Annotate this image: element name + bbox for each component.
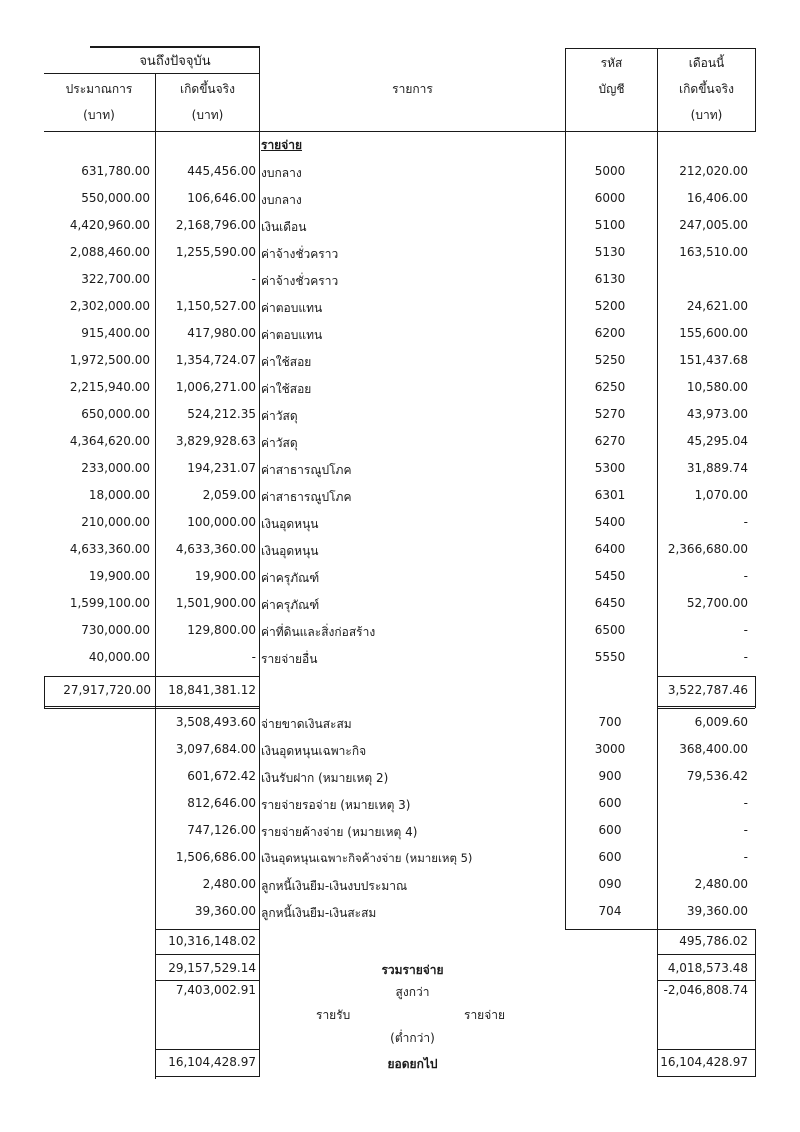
cell-item: ลูกหนี้เงินยืม-เงินสะสม — [261, 906, 377, 920]
cell-actual: 39,360.00 — [194, 904, 256, 918]
header-code-2: บัญชี — [598, 82, 625, 96]
cell-item: รายจ่ายอื่น — [261, 652, 318, 666]
header-baht-act: (บาท) — [191, 108, 224, 122]
cell-item: รายจ่ายค้างจ่าย (หมายเหตุ 4) — [261, 825, 418, 839]
cell-estimate: 2,088,460.00 — [69, 245, 150, 259]
cell-month: 39,360.00 — [686, 904, 748, 918]
month-carry-bottom-rule — [657, 1076, 755, 1077]
cell-month: 79,536.42 — [686, 769, 748, 783]
cell-code: 900 — [598, 769, 622, 783]
subtotal1-right-rule — [755, 676, 756, 708]
table-row — [0, 239, 800, 266]
cell-month: 52,700.00 — [686, 596, 748, 610]
total-label: รวมรายจ่าย — [381, 963, 444, 977]
cell-item: ค่าที่ดินและสิ่งก่อสร้าง — [261, 625, 376, 639]
cell-estimate: 4,420,960.00 — [69, 218, 150, 232]
cell-estimate: 4,364,620.00 — [69, 434, 150, 448]
cell-code: 5450 — [594, 569, 626, 583]
table-row — [0, 212, 800, 239]
cell-month: - — [743, 796, 748, 810]
table-row — [0, 455, 800, 482]
cell-month: 155,600.00 — [679, 326, 748, 340]
cell-estimate: 2,302,000.00 — [69, 299, 150, 313]
cell-code: 6500 — [594, 623, 626, 637]
cell-code: 6301 — [594, 488, 626, 502]
cell-actual: - — [251, 650, 256, 664]
month-balance-top-rule — [657, 980, 755, 981]
cell-code: 600 — [598, 850, 622, 864]
table-row — [0, 347, 800, 374]
subtotal-month: 3,522,787.46 — [667, 683, 748, 697]
cell-month: 2,366,680.00 — [667, 542, 748, 556]
cell-code: 5250 — [594, 353, 626, 367]
cell-estimate: 631,780.00 — [81, 164, 150, 178]
balance-month: -2,046,808.74 — [663, 983, 748, 997]
header-bottom-rule — [44, 131, 756, 132]
cell-code: 6450 — [594, 596, 626, 610]
subtotal1-double-rule-month — [657, 706, 755, 709]
cell-actual: 4,633,360.00 — [175, 542, 256, 556]
cell-month: 1,070.00 — [694, 488, 748, 502]
header-estimate: ประมาณการ — [65, 82, 133, 96]
cell-actual: 445,456.00 — [187, 164, 256, 178]
cell-month: - — [743, 823, 748, 837]
cell-actual: 1,006,271.00 — [175, 380, 256, 394]
cell-estimate: 19,900.00 — [88, 569, 150, 583]
table-row — [0, 401, 800, 428]
cell-actual: 1,506,686.00 — [175, 850, 256, 864]
cell-actual: - — [251, 272, 256, 286]
header-top-rule-right — [565, 48, 755, 49]
cell-code: 5550 — [594, 650, 626, 664]
cell-month: 10,580.00 — [686, 380, 748, 394]
table-row — [0, 844, 800, 871]
cell-month: 31,889.74 — [686, 461, 748, 475]
cell-code: 6400 — [594, 542, 626, 556]
table-row — [0, 817, 800, 844]
cell-code: 6270 — [594, 434, 626, 448]
cell-actual: 3,097,684.00 — [175, 742, 256, 756]
cell-month: - — [743, 623, 748, 637]
cell-estimate: 550,000.00 — [81, 191, 150, 205]
cell-estimate: 1,972,500.00 — [69, 353, 150, 367]
cell-month: 2,480.00 — [694, 877, 748, 891]
cell-actual: 100,000.00 — [187, 515, 256, 529]
carry-label: ยอดยกไป — [387, 1057, 438, 1071]
cell-code: 5400 — [594, 515, 626, 529]
v-rule-month-lower — [657, 929, 658, 1077]
table-row — [0, 509, 800, 536]
cell-item: ค่าตอบแทน — [261, 301, 323, 315]
cell-actual: 747,126.00 — [187, 823, 256, 837]
cell-item: งบกลาง — [261, 166, 302, 180]
table-row — [0, 293, 800, 320]
month-total-top-rule — [657, 954, 755, 955]
header-month-2: เกิดขึ้นจริง — [679, 82, 734, 96]
balance-top-rule — [155, 980, 259, 981]
table-row — [0, 428, 800, 455]
cell-item: เงินเดือน — [261, 220, 307, 234]
cell-code: 5300 — [594, 461, 626, 475]
cell-item: งบกลาง — [261, 193, 302, 207]
carry-top-rule — [155, 1049, 259, 1050]
cell-item: ค่าวัสดุ — [261, 436, 298, 450]
cell-item: เงินอุดหนุน — [261, 544, 319, 558]
table-row — [0, 644, 800, 671]
cell-estimate: 650,000.00 — [81, 407, 150, 421]
carry-bottom-rule — [155, 1076, 259, 1077]
cell-item: รายจ่ายรอจ่าย (หมายเหตุ 3) — [261, 798, 411, 812]
section-title: รายจ่าย — [261, 138, 303, 152]
header-mid-rule — [44, 73, 260, 74]
cell-actual: 194,231.07 — [187, 461, 256, 475]
table-row — [0, 185, 800, 212]
v-rule-actual-lower — [155, 709, 156, 1079]
cell-estimate: 18,000.00 — [88, 488, 150, 502]
subtotal1-double-rule — [44, 706, 259, 709]
cell-code: 700 — [598, 715, 622, 729]
cell-item: เงินอุดหนุนเฉพาะกิจค้างจ่าย (หมายเหตุ 5) — [261, 851, 473, 865]
month-sub2-top-rule — [657, 929, 755, 930]
cell-estimate: 1,599,100.00 — [69, 596, 150, 610]
balance-income: รายรับ — [316, 1008, 351, 1022]
table-row — [0, 482, 800, 509]
cell-month: - — [743, 650, 748, 664]
cell-month: 6,009.60 — [694, 715, 748, 729]
cell-month: 212,020.00 — [679, 164, 748, 178]
balance-lower — [0, 1023, 800, 1050]
cell-code: 5100 — [594, 218, 626, 232]
cell-code: 5200 — [594, 299, 626, 313]
cell-item: จ่ายขาดเงินสะสม — [261, 717, 352, 731]
cell-code: 5000 — [594, 164, 626, 178]
cell-actual: 601,672.42 — [187, 769, 256, 783]
cell-estimate: 40,000.00 — [88, 650, 150, 664]
total-actual: 29,157,529.14 — [168, 961, 256, 975]
cell-code: 600 — [598, 796, 622, 810]
total-top-rule — [155, 954, 259, 955]
cell-actual: 106,646.00 — [187, 191, 256, 205]
table-row — [0, 763, 800, 790]
cell-actual: 1,150,527.00 — [175, 299, 256, 313]
cell-month: 247,005.00 — [679, 218, 748, 232]
table-row — [0, 563, 800, 590]
cell-actual: 3,508,493.60 — [175, 715, 256, 729]
cell-actual: 1,501,900.00 — [175, 596, 256, 610]
table-row — [0, 736, 800, 763]
cell-item: ค่าตอบแทน — [261, 328, 323, 342]
subtotal-row — [0, 928, 800, 955]
header-month-3: (บาท) — [690, 108, 723, 122]
cell-item: เงินอุดหนุน — [261, 517, 319, 531]
cell-item: ค่าครุภัณฑ์ — [261, 598, 320, 612]
cell-actual: 1,255,590.00 — [175, 245, 256, 259]
subtotal1-top-rule — [44, 676, 259, 677]
subtotal-estimate: 27,917,720.00 — [63, 683, 151, 697]
cell-month: - — [743, 515, 748, 529]
cell-estimate: 2,215,940.00 — [69, 380, 150, 394]
v-rule-actual-lower-right — [259, 980, 260, 1077]
table-row — [0, 590, 800, 617]
cell-code: 600 — [598, 823, 622, 837]
subtotal-actual: 18,841,381.12 — [168, 683, 256, 697]
cell-item: ค่าใช้สอย — [261, 355, 312, 369]
table-row — [0, 709, 800, 736]
cell-code: 090 — [598, 877, 622, 891]
cell-item: ค่าครุภัณฑ์ — [261, 571, 320, 585]
cell-item: ค่าสาธารณูปโภค — [261, 463, 352, 477]
cell-estimate: 322,700.00 — [81, 272, 150, 286]
cell-month: 43,973.00 — [686, 407, 748, 421]
cell-code: 5270 — [594, 407, 626, 421]
cell-actual: 19,900.00 — [194, 569, 256, 583]
carry-month: 16,104,428.97 — [660, 1055, 748, 1069]
cell-item: ค่าวัสดุ — [261, 409, 298, 423]
v-rule-right-header — [755, 48, 756, 132]
sub2-top-rule — [155, 929, 259, 930]
balance-lower-label: (ต่ำกว่า) — [390, 1031, 435, 1045]
cell-actual: 524,212.35 — [187, 407, 256, 421]
cell-estimate: 233,000.00 — [81, 461, 150, 475]
cell-item: ค่าสาธารณูปโภค — [261, 490, 352, 504]
header-to-date: จนถึงปัจจุบัน — [139, 54, 211, 69]
balance-actual: 7,403,002.91 — [175, 983, 256, 997]
cell-item: เงินรับฝาก (หมายเหตุ 2) — [261, 771, 389, 785]
header-baht-est: (บาท) — [83, 108, 115, 122]
cell-month: 368,400.00 — [679, 742, 748, 756]
cell-code: 704 — [598, 904, 622, 918]
table-row — [0, 266, 800, 293]
cell-code: 6250 — [594, 380, 626, 394]
table-row — [0, 320, 800, 347]
header-month-1: เดือนนี้ — [688, 56, 725, 70]
cell-month: - — [743, 569, 748, 583]
cell-month: - — [743, 850, 748, 864]
cell-code: 6130 — [594, 272, 626, 286]
cell-item: ค่าใช้สอย — [261, 382, 312, 396]
table-row — [0, 158, 800, 185]
subtotal-actual: 10,316,148.02 — [168, 934, 256, 948]
balance-higher: สูงกว่า — [395, 985, 430, 999]
total-month: 4,018,573.48 — [667, 961, 748, 975]
code-bottom-rule — [565, 929, 657, 930]
carry-actual: 16,104,428.97 — [168, 1055, 256, 1069]
cell-actual: 417,980.00 — [187, 326, 256, 340]
cell-month: 45,295.04 — [686, 434, 748, 448]
cell-estimate: 730,000.00 — [81, 623, 150, 637]
cell-month: 163,510.00 — [679, 245, 748, 259]
cell-estimate: 210,000.00 — [81, 515, 150, 529]
cell-item: ลูกหนี้เงินยืม-เงินงบประมาณ — [261, 879, 408, 893]
cell-item: ค่าจ้างชั่วคราว — [261, 274, 339, 288]
cell-actual: 2,480.00 — [202, 877, 256, 891]
cell-estimate: 4,633,360.00 — [69, 542, 150, 556]
cell-actual: 129,800.00 — [187, 623, 256, 637]
subtotal-month: 495,786.02 — [679, 934, 748, 948]
cell-estimate: 915,400.00 — [81, 326, 150, 340]
table-row — [0, 790, 800, 817]
carry-row — [0, 1049, 800, 1076]
table-row — [0, 536, 800, 563]
cell-code: 5130 — [594, 245, 626, 259]
cell-actual: 2,168,796.00 — [175, 218, 256, 232]
header-code-1: รหัส — [600, 56, 623, 70]
cell-actual: 2,059.00 — [202, 488, 256, 502]
subtotal-row — [0, 677, 800, 704]
table-row — [0, 374, 800, 401]
cell-month: 24,621.00 — [686, 299, 748, 313]
cell-month: 16,406.00 — [686, 191, 748, 205]
cell-actual: 1,354,724.07 — [175, 353, 256, 367]
table-row — [0, 871, 800, 898]
balance-expense: รายจ่าย — [464, 1008, 506, 1022]
header-top-rule — [90, 46, 260, 48]
month-carry-top-rule — [657, 1049, 755, 1050]
subtotal1-top-rule-month — [657, 676, 755, 677]
cell-code: 6000 — [594, 191, 626, 205]
cell-actual: 812,646.00 — [187, 796, 256, 810]
table-row — [0, 898, 800, 925]
v-rule-month-lower-right — [755, 929, 756, 1077]
cell-month: 151,437.68 — [679, 353, 748, 367]
cell-item: ค่าจ้างชั่วคราว — [261, 247, 339, 261]
header-actual: เกิดขึ้นจริง — [180, 82, 235, 96]
cell-actual: 3,829,928.63 — [175, 434, 256, 448]
table-row — [0, 617, 800, 644]
cell-code: 6200 — [594, 326, 626, 340]
header-items: รายการ — [392, 82, 433, 96]
cell-item: เงินอุดหนุนเฉพาะกิจ — [261, 744, 367, 758]
cell-code: 3000 — [594, 742, 626, 756]
